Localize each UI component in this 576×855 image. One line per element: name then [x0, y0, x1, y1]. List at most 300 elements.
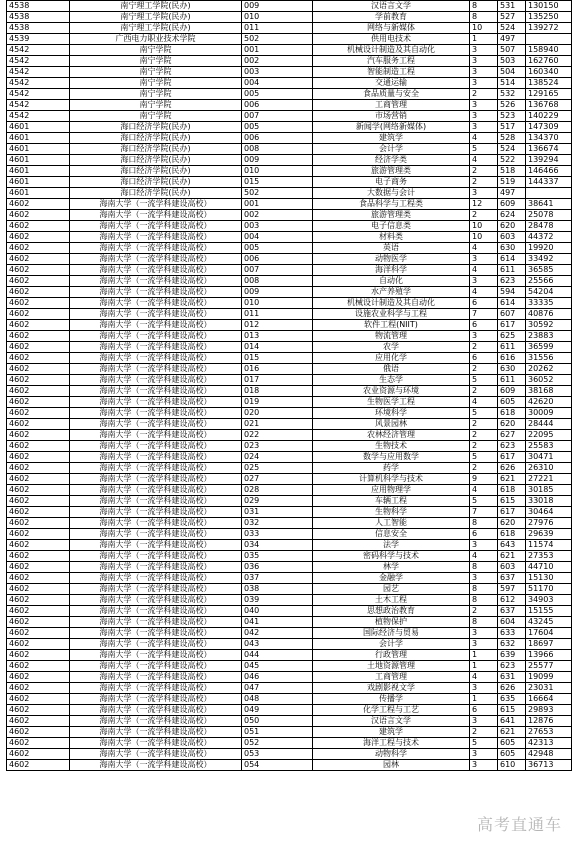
plan-count-cell: 6 — [470, 705, 498, 716]
min-score-cell: 497 — [498, 188, 526, 199]
school-name-cell: 海南大学（一流学科建设高校） — [70, 287, 242, 298]
school-name-cell: 海南大学（一流学科建设高校） — [70, 397, 242, 408]
min-score-cell: 504 — [498, 67, 526, 78]
table-body — [7, 1, 572, 771]
table-row — [7, 661, 572, 672]
school-name-cell: 海南大学（一流学科建设高校） — [70, 199, 242, 210]
min-rank-cell: 136674 — [526, 144, 572, 155]
school-name-cell: 海南大学（一流学科建设高校） — [70, 694, 242, 705]
min-score-cell: 603 — [498, 232, 526, 243]
major-name-cell: 汉语言文学 — [313, 1, 470, 12]
plan-count-cell: 3 — [470, 716, 498, 727]
major-name-cell: 法学 — [313, 540, 470, 551]
min-rank-cell: 140229 — [526, 111, 572, 122]
min-rank-cell: 29893 — [526, 705, 572, 716]
school-code-cell: 4602 — [7, 584, 70, 595]
major-code-cell: 017 — [242, 375, 313, 386]
min-score-cell: 523 — [498, 111, 526, 122]
major-code-cell: 019 — [242, 397, 313, 408]
major-name-cell: 会计学 — [313, 144, 470, 155]
major-code-cell: 010 — [242, 166, 313, 177]
table-row — [7, 573, 572, 584]
table-row — [7, 386, 572, 397]
min-score-cell: 631 — [498, 672, 526, 683]
plan-count-cell: 3 — [470, 100, 498, 111]
min-score-cell: 620 — [498, 419, 526, 430]
table-row — [7, 1, 572, 12]
major-name-cell: 传播学 — [313, 694, 470, 705]
major-code-cell: 013 — [242, 331, 313, 342]
major-name-cell: 戏剧影视文学 — [313, 683, 470, 694]
major-code-cell: 033 — [242, 529, 313, 540]
school-name-cell: 海南大学（一流学科建设高校） — [70, 738, 242, 749]
major-code-cell: 015 — [242, 353, 313, 364]
min-score-cell: 626 — [498, 463, 526, 474]
min-score-cell: 611 — [498, 265, 526, 276]
major-code-cell: 003 — [242, 221, 313, 232]
min-score-cell: 615 — [498, 705, 526, 716]
major-code-cell: 012 — [242, 320, 313, 331]
major-code-cell: 005 — [242, 243, 313, 254]
major-name-cell: 学前教育 — [313, 12, 470, 23]
major-name-cell: 水产养殖学 — [313, 287, 470, 298]
school-code-cell: 4602 — [7, 650, 70, 661]
school-name-cell: 海南大学（一流学科建设高校） — [70, 672, 242, 683]
major-name-cell: 植物保护 — [313, 617, 470, 628]
major-code-cell: 043 — [242, 639, 313, 650]
min-rank-cell: 33492 — [526, 254, 572, 265]
table-row — [7, 78, 572, 89]
min-rank-cell: 23031 — [526, 683, 572, 694]
table-row — [7, 89, 572, 100]
plan-count-cell: 1 — [470, 661, 498, 672]
min-score-cell: 623 — [498, 276, 526, 287]
min-score-cell: 614 — [498, 254, 526, 265]
major-name-cell: 园艺 — [313, 584, 470, 595]
school-code-cell: 4602 — [7, 694, 70, 705]
school-name-cell: 海南大学（一流学科建设高校） — [70, 628, 242, 639]
school-name-cell: 海南大学（一流学科建设高校） — [70, 331, 242, 342]
table-row — [7, 463, 572, 474]
min-score-cell: 641 — [498, 716, 526, 727]
major-name-cell: 信息安全 — [313, 529, 470, 540]
school-code-cell: 4602 — [7, 441, 70, 452]
school-code-cell: 4602 — [7, 408, 70, 419]
table-row — [7, 122, 572, 133]
school-name-cell: 海南大学（一流学科建设高校） — [70, 375, 242, 386]
plan-count-cell: 2 — [470, 727, 498, 738]
min-rank-cell: 29639 — [526, 529, 572, 540]
school-name-cell: 海南大学（一流学科建设高校） — [70, 441, 242, 452]
plan-count-cell: 3 — [470, 122, 498, 133]
school-code-cell: 4542 — [7, 111, 70, 122]
school-name-cell: 海南大学（一流学科建设高校） — [70, 408, 242, 419]
major-code-cell: 001 — [242, 199, 313, 210]
major-code-cell: 009 — [242, 287, 313, 298]
table-row — [7, 243, 572, 254]
table-row — [7, 199, 572, 210]
min-rank-cell: 33018 — [526, 496, 572, 507]
plan-count-cell: 8 — [470, 562, 498, 573]
major-code-cell: 015 — [242, 177, 313, 188]
min-rank-cell: 42948 — [526, 749, 572, 760]
min-rank-cell: 27976 — [526, 518, 572, 529]
min-score-cell: 620 — [498, 518, 526, 529]
major-name-cell: 物流管理 — [313, 331, 470, 342]
table-row — [7, 595, 572, 606]
major-code-cell: 022 — [242, 430, 313, 441]
school-name-cell: 海南大学（一流学科建设高校） — [70, 716, 242, 727]
watermark: 高考直通车 — [476, 815, 562, 834]
major-name-cell: 应用物理学 — [313, 485, 470, 496]
school-name-cell: 海南大学（一流学科建设高校） — [70, 562, 242, 573]
school-name-cell: 海南大学（一流学科建设高校） — [70, 221, 242, 232]
school-code-cell: 4538 — [7, 23, 70, 34]
table-row — [7, 100, 572, 111]
school-code-cell: 4601 — [7, 144, 70, 155]
min-rank-cell: 43245 — [526, 617, 572, 628]
major-name-cell: 土地资源管理 — [313, 661, 470, 672]
admission-table — [6, 0, 572, 771]
school-name-cell: 海南大学（一流学科建设高校） — [70, 507, 242, 518]
major-name-cell: 密码科学与技术 — [313, 551, 470, 562]
school-code-cell: 4542 — [7, 67, 70, 78]
plan-count-cell: 3 — [470, 540, 498, 551]
table-row — [7, 309, 572, 320]
major-code-cell: 018 — [242, 386, 313, 397]
major-name-cell: 农林经济管理 — [313, 430, 470, 441]
school-code-cell: 4602 — [7, 309, 70, 320]
school-code-cell: 4602 — [7, 518, 70, 529]
major-code-cell: 006 — [242, 100, 313, 111]
min-score-cell: 531 — [498, 1, 526, 12]
school-name-cell: 南宁学院 — [70, 78, 242, 89]
table-row — [7, 23, 572, 34]
school-name-cell: 海南大学（一流学科建设高校） — [70, 551, 242, 562]
school-name-cell: 海南大学（一流学科建设高校） — [70, 485, 242, 496]
plan-count-cell: 8 — [470, 518, 498, 529]
min-score-cell: 507 — [498, 45, 526, 56]
plan-count-cell: 1 — [470, 694, 498, 705]
table-row — [7, 672, 572, 683]
min-rank-cell: 30009 — [526, 408, 572, 419]
major-name-cell: 动物医学 — [313, 254, 470, 265]
major-name-cell: 电子商务 — [313, 177, 470, 188]
school-name-cell: 海南大学（一流学科建设高校） — [70, 760, 242, 771]
school-name-cell: 海南大学（一流学科建设高校） — [70, 540, 242, 551]
min-score-cell: 617 — [498, 507, 526, 518]
min-rank-cell: 33335 — [526, 298, 572, 309]
min-rank-cell: 40876 — [526, 309, 572, 320]
min-rank-cell: 138524 — [526, 78, 572, 89]
school-name-cell: 海南大学（一流学科建设高校） — [70, 573, 242, 584]
min-score-cell: 626 — [498, 683, 526, 694]
plan-count-cell: 2 — [470, 177, 498, 188]
min-rank-cell: 19099 — [526, 672, 572, 683]
school-name-cell: 海南大学（一流学科建设高校） — [70, 639, 242, 650]
school-name-cell: 海南大学（一流学科建设高校） — [70, 254, 242, 265]
table-row — [7, 144, 572, 155]
school-name-cell: 南宁理工学院(民办) — [70, 23, 242, 34]
min-rank-cell: 139294 — [526, 155, 572, 166]
min-rank-cell: 30464 — [526, 507, 572, 518]
min-score-cell: 637 — [498, 573, 526, 584]
school-code-cell: 4602 — [7, 705, 70, 716]
plan-count-cell: 3 — [470, 188, 498, 199]
school-name-cell: 南宁学院 — [70, 89, 242, 100]
school-code-cell: 4602 — [7, 628, 70, 639]
plan-count-cell: 9 — [470, 474, 498, 485]
min-rank-cell: 15155 — [526, 606, 572, 617]
major-code-cell: 009 — [242, 1, 313, 12]
table-row — [7, 518, 572, 529]
major-code-cell: 039 — [242, 595, 313, 606]
school-name-cell: 海南大学（一流学科建设高校） — [70, 705, 242, 716]
table-row — [7, 408, 572, 419]
plan-count-cell: 8 — [470, 12, 498, 23]
major-name-cell: 动物科学 — [313, 749, 470, 760]
min-rank-cell: 160340 — [526, 67, 572, 78]
school-code-cell: 4602 — [7, 397, 70, 408]
table-row — [7, 430, 572, 441]
school-name-cell: 海南大学（一流学科建设高校） — [70, 749, 242, 760]
school-name-cell: 海口经济学院(民办) — [70, 166, 242, 177]
plan-count-cell: 8 — [470, 584, 498, 595]
min-rank-cell: 25078 — [526, 210, 572, 221]
min-score-cell: 518 — [498, 166, 526, 177]
plan-count-cell: 4 — [470, 551, 498, 562]
major-code-cell: 028 — [242, 485, 313, 496]
major-name-cell: 智能制造工程 — [313, 67, 470, 78]
plan-count-cell: 2 — [470, 386, 498, 397]
major-name-cell: 英语 — [313, 243, 470, 254]
school-code-cell: 4542 — [7, 100, 70, 111]
school-name-cell: 海南大学（一流学科建设高校） — [70, 276, 242, 287]
min-rank-cell: 30592 — [526, 320, 572, 331]
major-code-cell: 011 — [242, 309, 313, 320]
major-code-cell: 011 — [242, 23, 313, 34]
table-row — [7, 694, 572, 705]
school-name-cell: 海口经济学院(民办) — [70, 133, 242, 144]
school-code-cell: 4602 — [7, 760, 70, 771]
plan-count-cell: 5 — [470, 375, 498, 386]
min-score-cell: 604 — [498, 617, 526, 628]
school-code-cell: 4602 — [7, 375, 70, 386]
plan-count-cell: 10 — [470, 232, 498, 243]
min-score-cell: 621 — [498, 551, 526, 562]
major-name-cell: 软件工程(NIIT) — [313, 320, 470, 331]
school-name-cell: 海南大学（一流学科建设高校） — [70, 727, 242, 738]
school-code-cell: 4602 — [7, 562, 70, 573]
major-name-cell: 建筑学 — [313, 727, 470, 738]
school-code-cell: 4601 — [7, 166, 70, 177]
major-code-cell: 010 — [242, 298, 313, 309]
min-rank-cell: 136768 — [526, 100, 572, 111]
table-row — [7, 375, 572, 386]
school-name-cell: 海南大学（一流学科建设高校） — [70, 661, 242, 672]
major-code-cell: 004 — [242, 232, 313, 243]
min-rank-cell — [526, 34, 572, 45]
table-row — [7, 166, 572, 177]
table-row — [7, 419, 572, 430]
major-name-cell: 林学 — [313, 562, 470, 573]
major-name-cell: 生态学 — [313, 375, 470, 386]
table-row — [7, 507, 572, 518]
min-rank-cell: 18697 — [526, 639, 572, 650]
plan-count-cell: 2 — [470, 430, 498, 441]
school-code-cell: 4602 — [7, 210, 70, 221]
plan-count-cell: 3 — [470, 749, 498, 760]
min-rank-cell: 25577 — [526, 661, 572, 672]
min-score-cell: 517 — [498, 122, 526, 133]
plan-count-cell: 2 — [470, 210, 498, 221]
min-rank-cell: 38168 — [526, 386, 572, 397]
min-rank-cell: 44710 — [526, 562, 572, 573]
table-row — [7, 628, 572, 639]
min-score-cell: 532 — [498, 89, 526, 100]
table-row — [7, 265, 572, 276]
major-name-cell: 经济学类 — [313, 155, 470, 166]
plan-count-cell: 4 — [470, 485, 498, 496]
school-code-cell: 4602 — [7, 683, 70, 694]
school-code-cell: 4538 — [7, 12, 70, 23]
plan-count-cell: 2 — [470, 364, 498, 375]
plan-count-cell: 1 — [470, 34, 498, 45]
school-code-cell: 4602 — [7, 617, 70, 628]
school-code-cell: 4602 — [7, 430, 70, 441]
min-rank-cell: 27653 — [526, 727, 572, 738]
min-rank-cell: 28478 — [526, 221, 572, 232]
major-code-cell: 024 — [242, 452, 313, 463]
min-score-cell: 623 — [498, 441, 526, 452]
school-name-cell: 海南大学（一流学科建设高校） — [70, 243, 242, 254]
major-code-cell: 042 — [242, 628, 313, 639]
plan-count-cell: 5 — [470, 452, 498, 463]
major-name-cell: 交通运输 — [313, 78, 470, 89]
major-name-cell: 国际经济与贸易 — [313, 628, 470, 639]
plan-count-cell: 6 — [470, 320, 498, 331]
plan-count-cell: 8 — [470, 617, 498, 628]
plan-count-cell: 3 — [470, 56, 498, 67]
min-score-cell: 618 — [498, 529, 526, 540]
table-row — [7, 331, 572, 342]
major-code-cell: 004 — [242, 78, 313, 89]
min-rank-cell: 30185 — [526, 485, 572, 496]
school-code-cell: 4602 — [7, 331, 70, 342]
school-name-cell: 海南大学（一流学科建设高校） — [70, 320, 242, 331]
min-score-cell: 597 — [498, 584, 526, 595]
min-rank-cell: 25566 — [526, 276, 572, 287]
major-code-cell: 014 — [242, 342, 313, 353]
table-row — [7, 353, 572, 364]
school-name-cell: 海口经济学院(民办) — [70, 177, 242, 188]
min-rank-cell: 36599 — [526, 342, 572, 353]
table-row — [7, 606, 572, 617]
min-rank-cell: 19920 — [526, 243, 572, 254]
min-score-cell: 528 — [498, 133, 526, 144]
table-row — [7, 551, 572, 562]
major-code-cell: 023 — [242, 441, 313, 452]
major-code-cell: 045 — [242, 661, 313, 672]
major-name-cell: 机械设计制造及其自动化 — [313, 45, 470, 56]
min-score-cell: 605 — [498, 738, 526, 749]
school-code-cell: 4602 — [7, 199, 70, 210]
min-rank-cell: 13966 — [526, 650, 572, 661]
plan-count-cell: 5 — [470, 144, 498, 155]
major-code-cell: 020 — [242, 408, 313, 419]
plan-count-cell: 3 — [470, 45, 498, 56]
major-name-cell: 机械设计制造及其自动化 — [313, 298, 470, 309]
major-code-cell: 007 — [242, 111, 313, 122]
plan-count-cell: 5 — [470, 496, 498, 507]
school-code-cell: 4539 — [7, 34, 70, 45]
school-code-cell: 4602 — [7, 254, 70, 265]
school-name-cell: 南宁理工学院(民办) — [70, 12, 242, 23]
school-code-cell: 4602 — [7, 276, 70, 287]
table-row — [7, 210, 572, 221]
major-code-cell: 016 — [242, 364, 313, 375]
major-code-cell: 010 — [242, 12, 313, 23]
plan-count-cell: 4 — [470, 397, 498, 408]
min-score-cell: 522 — [498, 155, 526, 166]
major-name-cell: 市场营销 — [313, 111, 470, 122]
major-name-cell: 人工智能 — [313, 518, 470, 529]
min-score-cell: 624 — [498, 210, 526, 221]
table-row — [7, 760, 572, 771]
plan-count-cell: 2 — [470, 606, 498, 617]
min-rank-cell: 15130 — [526, 573, 572, 584]
plan-count-cell: 3 — [470, 111, 498, 122]
plan-count-cell: 3 — [470, 331, 498, 342]
major-code-cell: 005 — [242, 89, 313, 100]
min-score-cell: 603 — [498, 562, 526, 573]
table-row — [7, 155, 572, 166]
major-code-cell: 007 — [242, 265, 313, 276]
major-code-cell: 040 — [242, 606, 313, 617]
major-name-cell: 材料类 — [313, 232, 470, 243]
major-name-cell: 风景园林 — [313, 419, 470, 430]
min-score-cell: 621 — [498, 474, 526, 485]
major-name-cell: 生物技术 — [313, 441, 470, 452]
school-name-cell: 海南大学（一流学科建设高校） — [70, 595, 242, 606]
min-score-cell: 611 — [498, 375, 526, 386]
school-name-cell: 南宁学院 — [70, 111, 242, 122]
major-name-cell: 海洋工程与技术 — [313, 738, 470, 749]
min-rank-cell: 22095 — [526, 430, 572, 441]
school-code-cell: 4602 — [7, 727, 70, 738]
major-code-cell: 038 — [242, 584, 313, 595]
major-name-cell: 新闻学(网络新媒体) — [313, 122, 470, 133]
school-code-cell: 4602 — [7, 342, 70, 353]
major-name-cell: 工商管理 — [313, 672, 470, 683]
plan-count-cell: 5 — [470, 738, 498, 749]
min-score-cell: 630 — [498, 243, 526, 254]
table-row — [7, 188, 572, 199]
min-rank-cell: 158940 — [526, 45, 572, 56]
plan-count-cell: 7 — [470, 309, 498, 320]
table-row — [7, 650, 572, 661]
school-code-cell: 4602 — [7, 672, 70, 683]
min-score-cell: 514 — [498, 78, 526, 89]
min-score-cell: 617 — [498, 320, 526, 331]
min-rank-cell: 42620 — [526, 397, 572, 408]
min-score-cell: 618 — [498, 485, 526, 496]
plan-count-cell: 5 — [470, 408, 498, 419]
plan-count-cell: 10 — [470, 221, 498, 232]
school-code-cell: 4602 — [7, 551, 70, 562]
school-name-cell: 南宁学院 — [70, 56, 242, 67]
school-name-cell: 南宁学院 — [70, 67, 242, 78]
